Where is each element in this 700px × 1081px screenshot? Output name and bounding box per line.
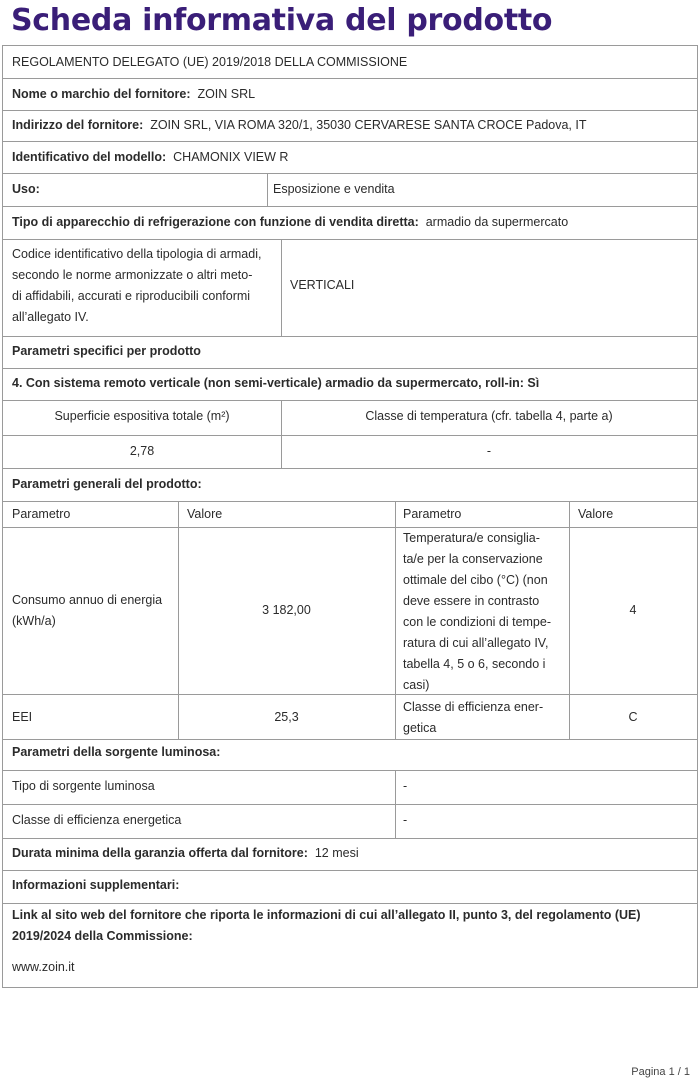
display-table-values-row [2,436,698,469]
light-source-header: Parametri della sorgente luminosa: [12,745,221,759]
appliance-type-row [2,207,698,240]
guarantee-label: Durata minima della garanzia offerta dal fornitore: [12,846,308,860]
light-source-class-value: - [403,813,408,827]
general-params-header-row [2,469,698,502]
general-params-col-headers [2,502,698,528]
guarantee-value: 12 mesi [314,846,359,860]
remote-system-row [2,369,698,401]
cabinet-code-row [2,240,698,337]
col-header-param-1: Parametro [12,507,71,521]
light-source-type-value: - [403,779,408,793]
remote-system-text: 4. Con sistema remoto verticale (non semi-verticale) armadio da supermercato, roll-in: Sì [12,376,540,390]
temperature-class-value: - [486,444,492,458]
display-area-header: Superficie espositiva totale (m²) [54,409,230,423]
display-table-header-row [2,401,698,436]
cabinet-code-text: Codice identificativo della tipologia di armadi, secondo le norme armonizzate o altri meto- di affidabili, accurati e riproducibili conformi all’allegato IV. [12,247,262,324]
light-source-class-row [2,805,698,839]
supplier-name-row [2,79,698,111]
model-id-row [2,142,698,174]
supplier-address-value: ZOIN SRL, VIA ROMA 320/1, 35030 CERVARESE SANTA CROCE Padova, IT [150,118,587,132]
general-params-header: Parametri generali del prodotto: [12,477,202,491]
eei-label: EEI [12,710,33,724]
eei-row [2,695,698,740]
display-area-value: 2,78 [129,444,155,458]
temperature-recommendation-value: 4 [629,603,637,617]
energy-consumption-row [2,528,698,695]
light-source-type-row [2,771,698,805]
guarantee-row [2,839,698,871]
link-section-text: Link al sito web del fornitore che riporta le informazioni di cui all’allegato II, punto 3, del regolamento (UE) 2019/2024 della Commissione: [12,908,641,943]
col-header-value-1: Valore [187,507,223,521]
additional-info-header: Informazioni supplementari: [12,878,180,892]
temperature-recommendation-label: Temperatura/e consiglia- ta/e per la conservazione ottimale del cibo (°C) (non deve essere in contrasto con le condizioni di tempe- ratura di cui all’allegato IV, tabella 4, 5 o 6, secondo i casi) [403,531,551,692]
use-value: Esposizione e vendita [273,182,395,196]
energy-class-value: C [628,710,638,724]
regulation-row [2,45,698,79]
energy-consumption-value: 3 182,00 [262,603,311,617]
col-header-value-2: Valore [578,507,614,521]
light-source-header-row [2,740,698,771]
model-id-value: CHAMONIX VIEW R [173,150,289,164]
light-source-class-label: Classe di efficienza energetica [12,813,182,827]
supplier-website-link[interactable]: www.zoin.it [12,960,75,974]
supplier-address-label: Indirizzo del fornitore: [12,118,144,132]
col-header-param-2: Parametro [403,507,462,521]
supplier-name-value: ZOIN SRL [197,87,256,101]
additional-info-row [2,871,698,904]
supplier-address-row [2,111,698,142]
page-title: Scheda informativa del prodotto [11,3,553,38]
specific-params-header: Parametri specifici per prodotto [12,344,201,358]
specific-params-header-row [2,337,698,369]
energy-consumption-label: Consumo annuo di energia (kWh/a) [12,593,163,628]
page-number: Pagina 1 / 1 [631,1066,690,1078]
cabinet-code-value: VERTICALI [290,278,355,292]
eei-value: 25,3 [274,710,299,724]
regulation-text: REGOLAMENTO DELEGATO (UE) 2019/2018 DELLA COMMISSIONE [12,55,408,69]
appliance-type-value: armadio da supermercato [425,215,569,229]
link-section-row [2,904,698,988]
appliance-type-label: Tipo di apparecchio di refrigerazione con funzione di vendita diretta: [12,215,419,229]
use-label: Uso: [12,182,40,196]
light-source-type-label: Tipo di sorgente luminosa [12,779,155,793]
supplier-name-label: Nome o marchio del fornitore: [12,87,191,101]
temperature-class-header: Classe di temperatura (cfr. tabella 4, parte a) [365,409,613,423]
model-id-label: Identificativo del modello: [12,150,167,164]
energy-class-label: Classe di efficienza ener- getica [403,700,544,735]
use-row [2,174,698,207]
